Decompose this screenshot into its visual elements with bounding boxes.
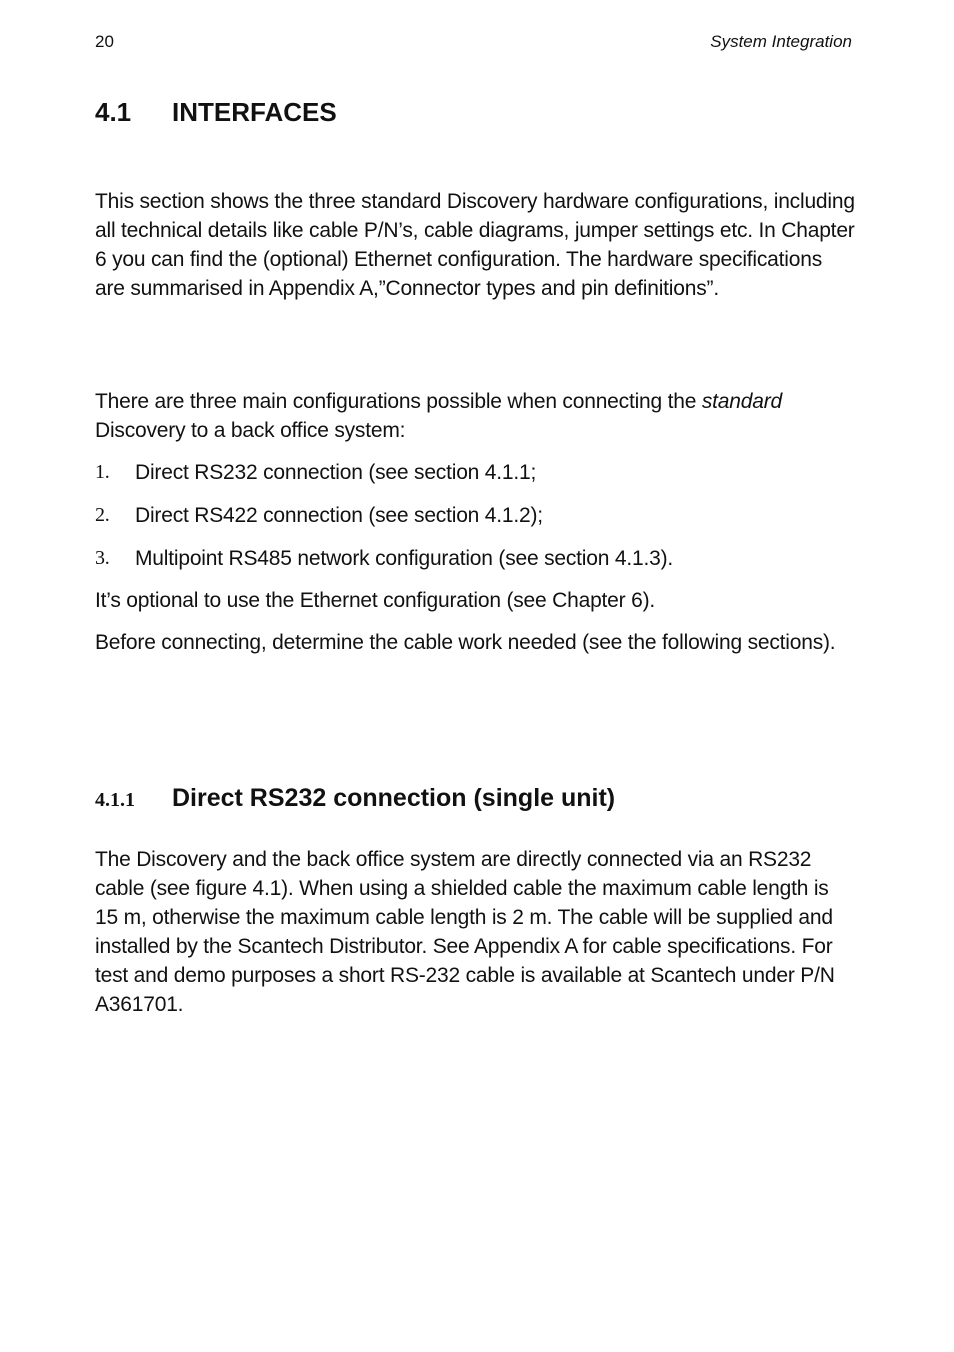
running-title: System Integration bbox=[710, 32, 852, 51]
section-title: INTERFACES bbox=[172, 97, 337, 127]
list-marker: 3. bbox=[95, 547, 110, 569]
configuration-list bbox=[95, 458, 855, 587]
list-marker: 1. bbox=[95, 461, 110, 483]
list-item-text: Multipoint RS485 network configuration (see section 4.1.3). bbox=[135, 547, 673, 570]
section-number: 4.1 bbox=[95, 97, 132, 127]
configurations-emphasis: standard bbox=[701, 390, 782, 413]
subsection-heading bbox=[95, 784, 615, 813]
list-item bbox=[95, 458, 855, 501]
rs232-paragraph: The Discovery and the back office system are directly connected via an RS232 cable (see figure 4.1). When using a shielded cable the maximum cable length is 15 m, otherwise the maximum cable length is 2 m. The cable will be supplied and installed by the Scantech Distributor. See Appendix A for cable specifications. For test and demo purposes a short RS-232 cable is available at Scantech under P/N A361701. bbox=[95, 848, 835, 1016]
running-header bbox=[95, 32, 852, 54]
intro-paragraph: This section shows the three standard Discovery hardware configurations, including all technical details like cable P/N’s, cable diagrams, jumper settings etc. In Chapter 6 you can find the (optional) Ethernet configuration. The hardware specifications are summarised in Appendix A,”Connector types and pin definitions”. bbox=[95, 190, 855, 300]
subsection-number: 4.1.1 bbox=[95, 789, 135, 811]
document-page bbox=[95, 0, 857, 1352]
configurations-text-end: Discovery to a back office system: bbox=[95, 419, 406, 442]
ethernet-paragraph: It’s optional to use the Ethernet configuration (see Chapter 6). bbox=[95, 589, 655, 612]
section-heading bbox=[95, 97, 337, 128]
configurations-paragraph bbox=[95, 387, 855, 445]
configurations-text-start: There are three main configurations possible when connecting the bbox=[95, 390, 702, 413]
list-item-text: Direct RS232 connection (see section 4.1.1; bbox=[135, 461, 537, 484]
list-item-text: Direct RS422 connection (see section 4.1.2); bbox=[135, 504, 543, 527]
page-number: 20 bbox=[95, 32, 114, 51]
before-connecting-paragraph: Before connecting, determine the cable work needed (see the following sections). bbox=[95, 631, 836, 654]
subsection-title: Direct RS232 connection (single unit) bbox=[172, 784, 616, 812]
list-marker: 2. bbox=[95, 504, 110, 526]
list-item bbox=[95, 501, 855, 544]
list-item bbox=[95, 544, 855, 587]
